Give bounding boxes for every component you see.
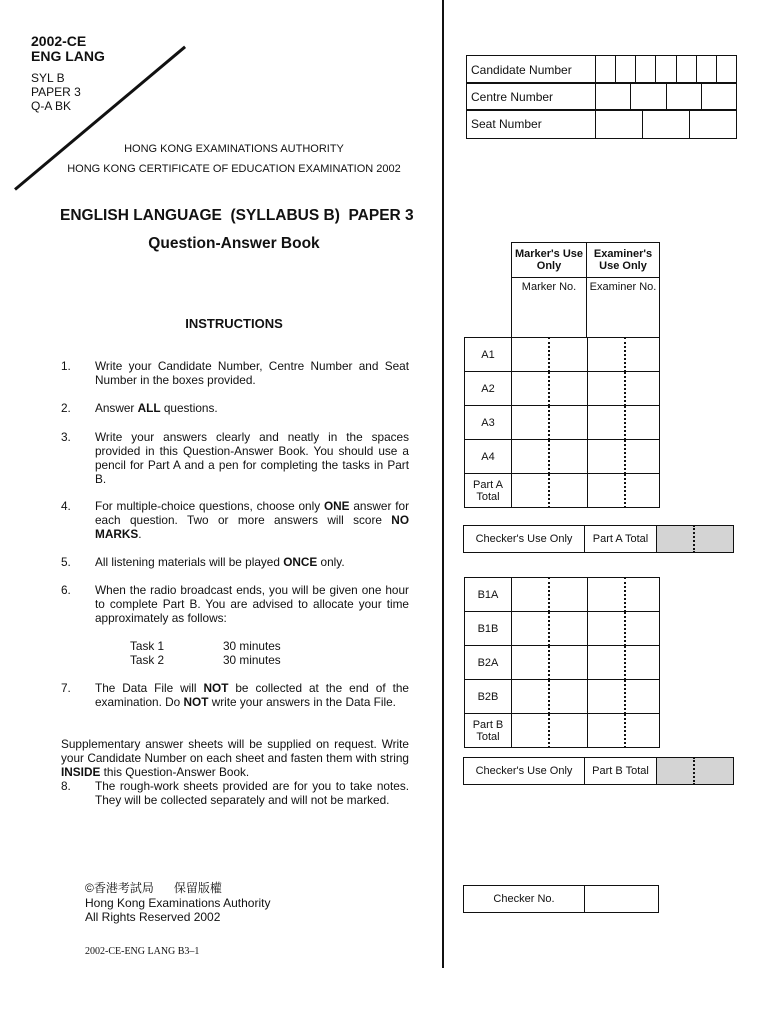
examiner-mark-cell[interactable] — [588, 338, 626, 372]
part-a-marks-table — [464, 337, 660, 508]
paper-subtitle: Question-Answer Book — [148, 235, 320, 252]
examiner-mark-cell[interactable] — [625, 338, 660, 372]
item-number: 3. — [61, 430, 71, 444]
marker-mark-cell[interactable] — [549, 680, 588, 714]
examiner-mark-cell[interactable] — [625, 372, 660, 406]
supplementary-note: Supplementary answer sheets will be supplied on request. Write your Candidate Number on each sheet and fasten them with string INSIDE this Question-Answer Book. — [61, 737, 409, 779]
examiner-mark-cell[interactable] — [625, 406, 660, 440]
examiner-no-label: Examiner No. — [587, 278, 660, 338]
exam-name: HONG KONG CERTIFICATE OF EDUCATION EXAMINATION 2002 — [67, 163, 401, 175]
part-b-total-label: Part B Total — [585, 758, 657, 785]
examiner-mark-cell[interactable] — [625, 440, 660, 474]
item-number: 6. — [61, 583, 71, 597]
marker-mark-cell[interactable] — [549, 406, 588, 440]
examiner-mark-cell[interactable] — [625, 474, 660, 508]
centre-digit-box[interactable] — [666, 83, 701, 111]
row-label-part-b-total: Part B Total — [465, 714, 512, 748]
task-name: Task 1 — [130, 639, 165, 653]
row-label-b2a: B2A — [465, 646, 512, 680]
examiner-mark-cell[interactable] — [625, 646, 660, 680]
row-label-a4: A4 — [465, 440, 512, 474]
candidate-digit-box[interactable] — [676, 56, 696, 84]
instruction-item: Answer ALL questions. — [95, 401, 218, 415]
marker-mark-cell[interactable] — [549, 714, 588, 748]
centre-digit-box[interactable] — [596, 83, 631, 111]
marker-mark-cell[interactable] — [512, 612, 550, 646]
instruction-item: Write your Candidate Number, Centre Number and Seat Number in the boxes provided. — [95, 359, 409, 387]
candidate-digit-box[interactable] — [616, 56, 636, 84]
row-label-b2b: B2B — [465, 680, 512, 714]
checker-no-cell[interactable] — [585, 886, 659, 913]
centre-digit-box[interactable] — [701, 83, 736, 111]
checker-mark-cell[interactable] — [657, 526, 695, 553]
marker-mark-cell[interactable] — [549, 646, 588, 680]
examiner-mark-cell[interactable] — [588, 612, 626, 646]
paper-code-line1: 2002-CE — [31, 33, 87, 49]
seat-number-label: Seat Number — [467, 110, 596, 139]
row-label-b1a: B1A — [465, 578, 512, 612]
marker-mark-cell[interactable] — [512, 440, 550, 474]
copyright-rights: All Rights Reserved 2002 — [85, 910, 221, 924]
instruction-item: For multiple-choice questions, choose only ONE answer for each question. Two or more answers will score NO MARKS. — [95, 499, 409, 541]
task-time: 30 minutes — [223, 653, 281, 667]
row-label-a2: A2 — [465, 372, 512, 406]
marks-header — [511, 242, 660, 338]
marker-mark-cell[interactable] — [512, 406, 550, 440]
instruction-item: All listening materials will be played ONCE only. — [95, 555, 345, 569]
marker-mark-cell[interactable] — [549, 474, 588, 508]
checker-no-label: Checker No. — [464, 886, 585, 913]
centre-number-label: Centre Number — [467, 83, 596, 111]
paper-title: ENGLISH LANGUAGE (SYLLABUS B) PAPER 3 — [60, 207, 414, 224]
examiner-mark-cell[interactable] — [588, 646, 626, 680]
examiner-use-header: Examiner's Use Only — [587, 243, 660, 278]
examiner-mark-cell[interactable] — [588, 680, 626, 714]
centre-number-box — [466, 82, 737, 111]
candidate-info-box — [466, 55, 737, 84]
marker-mark-cell[interactable] — [512, 372, 550, 406]
page-footer-code: 2002-CE-ENG LANG B3–1 — [85, 946, 200, 957]
row-label-a1: A1 — [465, 338, 512, 372]
marker-no-label: Marker No. — [512, 278, 587, 338]
checker-use-label: Checker's Use Only — [464, 526, 585, 553]
part-a-total-label: Part A Total — [585, 526, 657, 553]
marker-mark-cell[interactable] — [549, 612, 588, 646]
marker-use-header: Marker's Use Only — [512, 243, 587, 278]
examiner-mark-cell[interactable] — [625, 612, 660, 646]
marker-mark-cell[interactable] — [549, 578, 588, 612]
copyright-authority: Hong Kong Examinations Authority — [85, 896, 271, 910]
item-number: 1. — [61, 359, 71, 373]
item-number: 2. — [61, 401, 71, 415]
item-number: 7. — [61, 681, 71, 695]
row-label-part-a-total: Part A Total — [465, 474, 512, 508]
checker-part-b-box — [463, 757, 734, 785]
marker-mark-cell[interactable] — [512, 474, 550, 508]
checker-use-label: Checker's Use Only — [464, 758, 585, 785]
marker-mark-cell[interactable] — [512, 680, 550, 714]
marker-mark-cell[interactable] — [549, 338, 588, 372]
authority-name: HONG KONG EXAMINATIONS AUTHORITY — [124, 143, 344, 155]
checker-mark-cell[interactable] — [694, 526, 734, 553]
seat-digit-box[interactable] — [643, 110, 690, 139]
row-label-b1b: B1B — [465, 612, 512, 646]
task-name: Task 2 — [130, 653, 165, 667]
seat-digit-box[interactable] — [596, 110, 643, 139]
item-number: 5. — [61, 555, 71, 569]
examiner-mark-cell[interactable] — [625, 680, 660, 714]
examiner-mark-cell[interactable] — [625, 578, 660, 612]
candidate-number-label: Candidate Number — [467, 56, 596, 84]
instruction-item: When the radio broadcast ends, you will be given one hour to complete Part B. You are advised to allocate your time approximately as follows: — [95, 583, 409, 625]
paper-number: PAPER 3 — [31, 85, 81, 99]
marker-mark-cell[interactable] — [512, 578, 550, 612]
checker-number-box — [463, 885, 659, 913]
marker-mark-cell[interactable] — [512, 646, 550, 680]
examiner-mark-cell[interactable] — [625, 714, 660, 748]
instruction-item: The rough-work sheets provided are for you to take notes. They will be collected separately and will not be marked. — [95, 779, 409, 807]
task-time: 30 minutes — [223, 639, 281, 653]
syllabus-code: SYL B — [31, 71, 65, 85]
candidate-digit-box[interactable] — [636, 56, 656, 84]
examiner-mark-cell[interactable] — [588, 440, 626, 474]
candidate-digit-box[interactable] — [596, 56, 616, 84]
page-divider — [442, 0, 444, 968]
marker-mark-cell[interactable] — [549, 372, 588, 406]
candidate-digit-box[interactable] — [656, 56, 676, 84]
checker-part-a-box — [463, 525, 734, 553]
paper-code-line2: ENG LANG — [31, 48, 105, 64]
marker-mark-cell[interactable] — [512, 714, 550, 748]
instruction-item: The Data File will NOT be collected at the end of the examination. Do NOT write your answers in the Data File. — [95, 681, 409, 709]
seat-digit-box[interactable] — [690, 110, 737, 139]
book-code: Q-A BK — [31, 99, 72, 113]
instructions-heading: INSTRUCTIONS — [185, 316, 283, 331]
item-number: 4. — [61, 499, 71, 513]
centre-digit-box[interactable] — [631, 83, 666, 111]
checker-mark-cell[interactable] — [694, 758, 734, 785]
seat-number-box — [466, 109, 737, 139]
examiner-mark-cell[interactable] — [588, 406, 626, 440]
checker-mark-cell[interactable] — [657, 758, 695, 785]
candidate-digit-box[interactable] — [696, 56, 716, 84]
candidate-digit-box[interactable] — [716, 56, 736, 84]
marker-mark-cell[interactable] — [512, 338, 550, 372]
row-label-a3: A3 — [465, 406, 512, 440]
examiner-mark-cell[interactable] — [588, 372, 626, 406]
examiner-mark-cell[interactable] — [588, 714, 626, 748]
marker-mark-cell[interactable] — [549, 440, 588, 474]
examiner-mark-cell[interactable] — [588, 578, 626, 612]
examiner-mark-cell[interactable] — [588, 474, 626, 508]
part-b-marks-table — [464, 577, 660, 748]
copyright-chinese: ©香港考試局 保留版權 — [85, 881, 222, 895]
instruction-item: Write your answers clearly and neatly in the spaces provided in this Question-Answer Book. You should use a pencil for Part A and a pen for completing the tasks in Part B. — [95, 430, 409, 486]
item-number: 8. — [61, 779, 71, 793]
